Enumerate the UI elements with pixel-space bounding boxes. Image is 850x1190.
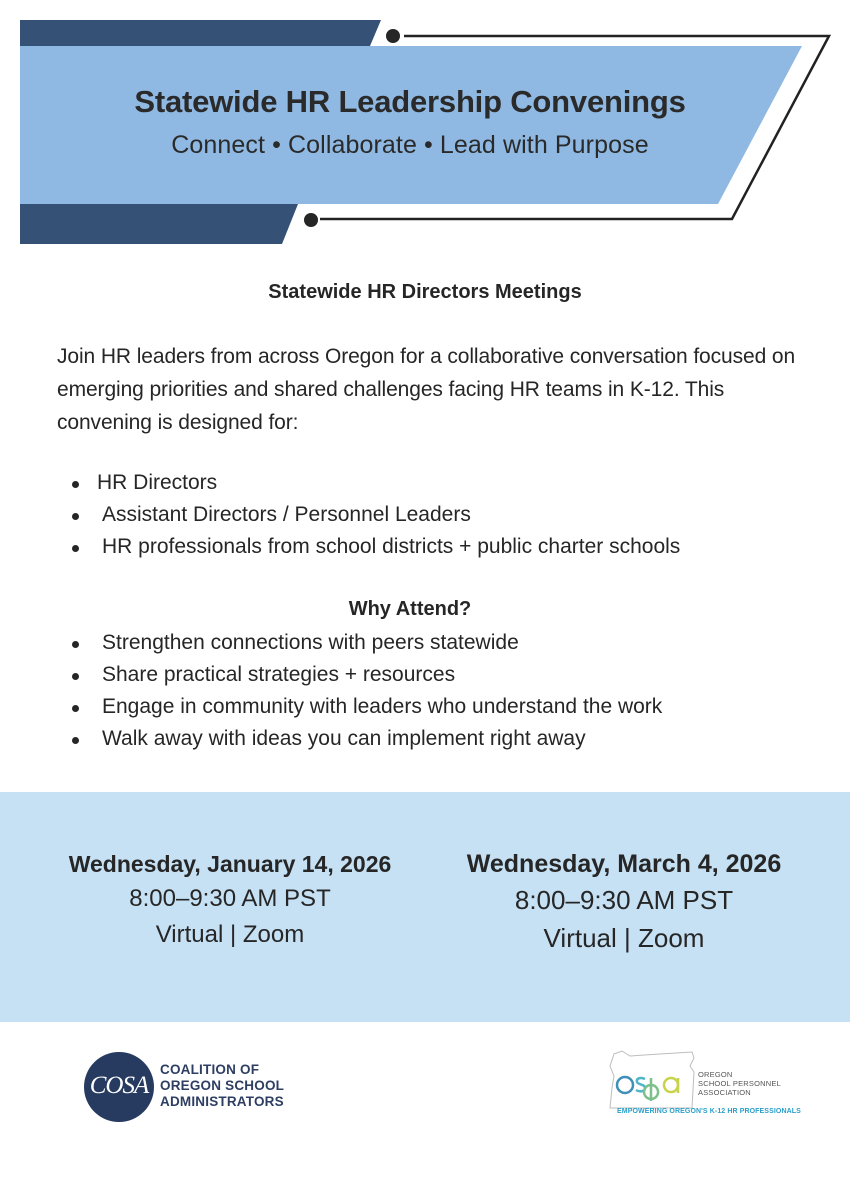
event-location: Virtual | Zoom: [543, 923, 705, 953]
event-date-march: [434, 847, 814, 957]
bullet-icon: [72, 481, 79, 488]
event-time: 8:00–9:30 AM PST: [129, 885, 331, 912]
bullet-icon: [72, 705, 79, 712]
cosa-mark: COSA: [89, 1072, 149, 1099]
header-dot-top: [386, 29, 400, 43]
meeting-heading: Statewide HR Directors Meetings: [268, 281, 582, 303]
page-title: Statewide HR Leadership Convenings: [134, 84, 686, 119]
header-dot-bottom: [304, 213, 318, 227]
bullet-icon: [72, 641, 79, 648]
cosa-name: COALITION OF OREGON SCHOOL ADMINISTRATORS: [160, 1062, 285, 1109]
bullet-icon: [72, 513, 79, 520]
ospa-tagline: EMPOWERING OREGON'S K-12 HR PROFESSIONALS: [617, 1108, 801, 1115]
header-dark-band-top: [20, 20, 381, 46]
meeting-intro: Join HR leaders from across Oregon for a collaborative conversation focused on emerging priorities and shared challenges facing HR teams in K-12. This convening is designed for:: [57, 345, 796, 434]
ospa-letters-icon: [617, 1077, 678, 1101]
ospa-name: OREGON SCHOOL PERSONNEL ASSOCIATION: [698, 1070, 781, 1097]
why-attend-heading: Why Attend?: [348, 598, 472, 620]
bullet-icon: [72, 737, 79, 744]
header-dark-band-bottom: [20, 204, 298, 244]
event-date-january: [40, 847, 420, 953]
ospa-logo: [600, 1048, 801, 1128]
bullet-icon: [72, 545, 79, 552]
page-tagline: Connect • Collaborate • Lead with Purpose: [171, 131, 649, 159]
event-time: 8:00–9:30 AM PST: [514, 885, 734, 915]
cosa-logo: [84, 1052, 314, 1124]
cosa-emblem-icon: [84, 1052, 154, 1122]
header-text: [20, 46, 800, 204]
event-location: Virtual | Zoom: [155, 921, 305, 948]
event-date: Wednesday, March 4, 2026: [466, 850, 782, 878]
event-date: Wednesday, January 14, 2026: [68, 851, 392, 877]
bullet-icon: [72, 673, 79, 680]
dates-band: [0, 792, 850, 1022]
